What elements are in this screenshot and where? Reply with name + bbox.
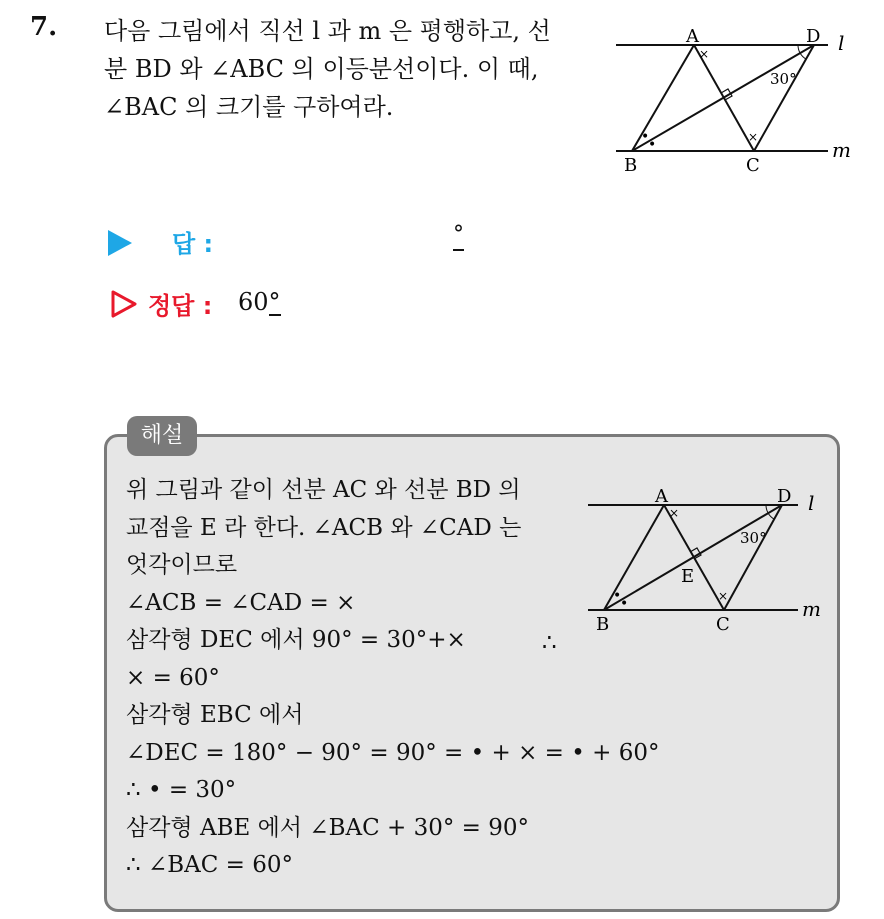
segment-DC xyxy=(724,505,782,610)
cross-mark-A: × xyxy=(699,47,710,61)
explanation-line: ∴ ∠BAC = 60° xyxy=(126,852,293,878)
segment-DC xyxy=(754,45,814,151)
explanation-line: 위 그림과 같이 선분 AC 와 선분 BD 의 xyxy=(126,477,521,503)
explanation-text xyxy=(126,472,659,885)
explanation-line: × = 60° xyxy=(126,664,220,691)
label-m: m xyxy=(802,597,821,621)
label-C: C xyxy=(716,614,730,635)
label-C: C xyxy=(746,155,760,176)
dot-mark-2: • xyxy=(620,596,629,612)
label-E: E xyxy=(681,566,695,587)
label-l: l xyxy=(838,31,845,55)
correct-answer-row xyxy=(108,286,508,326)
correct-label: 정답 : xyxy=(148,292,213,320)
label-B: B xyxy=(624,155,638,176)
dot-mark-1: • xyxy=(613,588,622,604)
question-figure xyxy=(608,20,858,180)
correct-unit: ° xyxy=(268,288,281,316)
segment-BD xyxy=(632,45,814,151)
cross-mark-A: × xyxy=(669,506,680,520)
answer-row xyxy=(108,224,508,264)
explanation-line: 교점을 E 라 한다. ∠ACB 와 ∠CAD 는 xyxy=(126,514,522,541)
label-m: m xyxy=(832,138,851,162)
label-A: A xyxy=(655,486,668,507)
play-arrow-icon xyxy=(108,230,132,256)
correct-number: 60 xyxy=(238,288,269,316)
explanation-line: ∠DEC = 180° − 90° = 90° = • + × = • + 60° xyxy=(126,739,660,766)
label-D: D xyxy=(806,26,821,47)
answer-label: 답 : xyxy=(172,230,214,258)
angle-label: 30° xyxy=(740,529,767,547)
label-A: A xyxy=(686,26,699,47)
question-text xyxy=(104,12,594,126)
question-line: ∠BAC 의 크기를 구하여라. xyxy=(104,93,394,121)
explanation-line: 삼각형 EBC 에서 xyxy=(126,702,304,728)
outline-arrow-icon xyxy=(110,290,138,318)
explanation-tab: 해설 xyxy=(127,416,197,456)
cross-mark-C: × xyxy=(718,589,729,603)
question-line: 다음 그림에서 직선 l 과 m 은 평행하고, 선 xyxy=(104,17,551,45)
explanation-line: 삼각형 DEC 에서 90° = 30°+× xyxy=(126,627,466,653)
question-line: 분 BD 와 ∠ABC 의 이등분선이다. 이 때, xyxy=(104,55,539,83)
label-D: D xyxy=(777,486,792,507)
question-number: 7. xyxy=(30,12,58,42)
dot-mark-1: • xyxy=(641,129,650,145)
therefore-symbol: ∴ xyxy=(542,630,557,656)
dot-mark-2: • xyxy=(648,137,657,153)
segment-BD xyxy=(604,505,782,610)
cross-mark-C: × xyxy=(748,130,759,144)
answer-blank[interactable]: ° xyxy=(453,222,464,247)
correct-value xyxy=(238,288,281,316)
explanation-figure xyxy=(582,480,832,640)
explanation-line: ∠ACB = ∠CAD = × xyxy=(126,589,356,616)
explanation-line: 엇각이므로 xyxy=(126,552,238,578)
angle-label: 30° xyxy=(770,70,797,88)
explanation-line: 삼각형 ABE 에서 ∠BAC + 30° = 90° xyxy=(126,814,530,841)
label-l: l xyxy=(808,491,815,515)
label-B: B xyxy=(596,614,610,635)
explanation-line: ∴ • = 30° xyxy=(126,777,237,803)
